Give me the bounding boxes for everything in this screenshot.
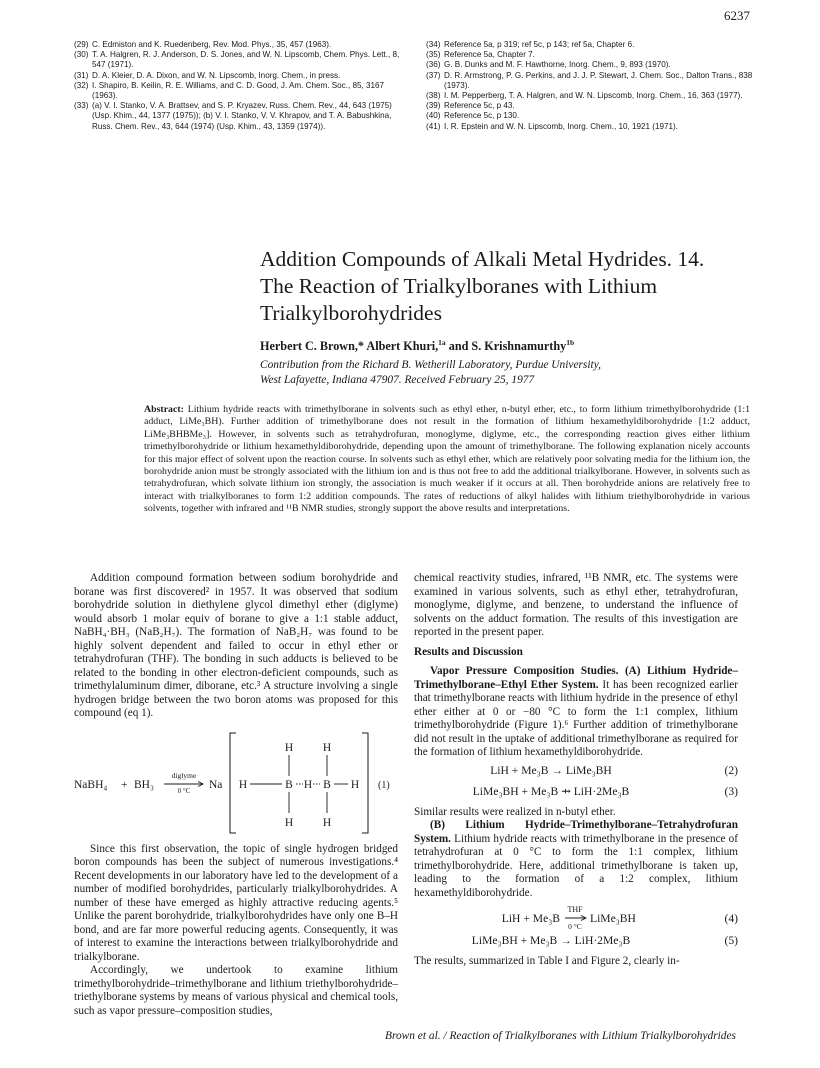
reference-number: (38): [426, 91, 441, 101]
equation-4: [414, 904, 738, 930]
reference-item: [426, 50, 754, 60]
eq1-atom-h-bottom-left: H: [284, 816, 294, 829]
references-block: [74, 40, 754, 132]
eq1-left-bracket: [230, 733, 236, 833]
reference-item: [74, 71, 402, 81]
eq4-number: (4): [724, 912, 738, 925]
equation-text: LiMe₃BH + Me₃B ⇸ LiH·2Me₃B: [472, 784, 630, 798]
references-left-column: [74, 40, 402, 132]
section-heading: Results and Discussion: [414, 645, 523, 658]
equation-1: [74, 727, 398, 835]
reference-text: I. Shapiro, B. Keilin, R. E. Williams, and C. D. Good, J. Am. Chem. Soc., 85, 3167 (1963).: [92, 80, 384, 101]
paragraph-text: It has been recognized earlier that trimethylborane reacts with lithium hydride in the presence of ethyl ether either at 0 or −80 °C to form the 1:1 complex, lithium trimethylborohydride (Figure 1).⁶ Further addition of trimethylborane did not result in the uptake of additional trimethylborane as required for the formation of lithium hexamethyldiborohydride.: [414, 678, 738, 758]
affiliation: [260, 358, 601, 387]
paragraph: The results, summarized in Table I and Figure 2, clearly in-: [414, 955, 680, 967]
reference-text: Reference 5a, Chapter 7.: [444, 50, 535, 60]
reference-text: C. Edmiston and K. Ruedenberg, Rev. Mod. Phys., 35, 457 (1963).: [92, 40, 332, 49]
reference-number: (41): [426, 121, 441, 131]
reference-number: (40): [426, 111, 441, 121]
paragraph: chemical reactivity studies, infrared, ¹¹B NMR, etc. The systems were examined in various solvents, such as ethyl ether, tetrahydrofuran, monoglyme, diglyme, and benzene, to understand the influence of solvents on the adduct formation. The results of this investigation are reported in the present paper.: [414, 572, 738, 638]
title-line: Addition Compounds of Alkali Metal Hydrides. 14.: [260, 247, 705, 271]
reference-number: (37): [426, 70, 441, 80]
affiliation-line: West Lafayette, Indiana 47907. Received February 25, 1977: [260, 373, 535, 386]
reference-number: (35): [426, 50, 441, 60]
paragraph: Since this first observation, the topic of single hydrogen bridged boron compounds has been the subject of numerous investigations.⁴ Recent developments in our laboratory have led to the development of a number of modified borohydrides, particularly trialkylborohydrides. A number of these have emerged as highly attractive reducing agents.⁵ Unlike the parent borohydride, trialkylborohydrides have only one B–H bond, and are far more powerful reducing agents. Consequently, it was of interest to examine the interactions between trialkylborohydride and trialkylborane.: [74, 842, 398, 963]
abstract-label: Abstract:: [144, 404, 184, 415]
reference-item: [74, 81, 402, 101]
equation-text: LiMe₃BH + Me₃B → LiH·2Me₃B: [471, 934, 631, 947]
body-left-column: [74, 572, 398, 1018]
equation-number: (3): [724, 784, 738, 798]
reference-number: (31): [74, 70, 89, 80]
paragraph: [414, 819, 738, 900]
reference-text: I. R. Epstein and W. N. Lipscomb, Inorg. Chem., 10, 1921 (1971).: [444, 121, 678, 131]
reference-text: D. R. Armstrong, P. G. Perkins, and J. J. P. Stewart, J. Chem. Soc., Dalton Trans., 838 (1973).: [444, 70, 753, 90]
eq4-arrow-temperature: 0 °C: [568, 922, 582, 930]
reference-item: [426, 91, 754, 101]
reference-text: I. M. Pepperberg, T. A. Halgren, and W. N. Lipscomb, Inorg. Chem., 16, 363 (1977).: [444, 91, 743, 101]
eq4-reactants: LiH + Me₃B: [501, 912, 560, 925]
reference-text: G. B. Dunks and M. F. Hawthorne, Inorg. Chem., 9, 893 (1970).: [444, 60, 671, 70]
eq1-atom-b-right: B: [323, 778, 331, 791]
paragraph-text: Lithium hydride reacts with trimethylborane in the presence of tetrahydrofuran at 0 °C to form the 1:1 complex, lithium trimethylborohydride. Here, additional trimethylborane is taken up, leading to the formation of a 1:2 complex, lithium hexamethyldiborohydride.: [414, 832, 738, 899]
eq1-atom-h-right: H: [350, 778, 360, 791]
article-title: [260, 246, 760, 327]
run-in-heading: (B) Lithium Hydride–Trimethylborane–Tetrahydrofuran System.: [414, 819, 738, 845]
affiliation-line: Contribution from the Richard B. Wetherill Laboratory, Purdue University,: [260, 359, 601, 371]
equation-2: [414, 764, 738, 781]
author-line: [260, 338, 574, 354]
reference-number: (33): [74, 101, 89, 111]
author-footnote: 1b: [566, 338, 575, 347]
reference-item: [74, 101, 402, 132]
paragraph: Addition compound formation between sodium borohydride and borane was first discovered² in 1957. It was observed that sodium borohydride solution in diethylene glycol dimethyl ether (diglyme) would absorb 1 molar equiv of borane to give a 1:1 stable adduct, NaBH₄·BH₃ (NaB₂H₇). The formation of NaB₂H₇ was found to be highly solvent dependent and failed to occur in ethyl ether or tetrahydrofuran (THF). The bonding in such adducts is believed to be related to the bonding in other electron-deficient compounds, such as trimethylaluminum dimer, diborane, etc.³ A structure involving a single hydrogen bridge between the two boron atoms was proposed for this compound (eq 1).: [74, 572, 398, 719]
equation-5: [414, 934, 738, 951]
eq1-cation: Na: [209, 778, 223, 791]
paragraph: Similar results were realized in n-butyl ether.: [414, 805, 616, 818]
body-right-column: [414, 572, 738, 969]
reference-item: [426, 40, 754, 50]
eq1-reactant-bh3: BH₃: [134, 778, 154, 791]
reference-item: [426, 71, 754, 91]
title-line: The Reaction of Trialkylboranes with Lithium: [260, 274, 658, 298]
eq1-atom-b-left: B: [285, 778, 293, 791]
equation-text: LiH + Me₃B → LiMe₃BH: [490, 763, 612, 777]
eq1-atom-h-bridge: H: [303, 778, 313, 791]
equation-number: (5): [724, 934, 738, 947]
eq1-plus: +: [121, 778, 128, 791]
equation-number: (2): [724, 763, 738, 777]
reference-text: Reference 5a, p 319; ref 5c, p 143; ref 5a, Chapter 6.: [444, 40, 635, 49]
eq1-number: (1): [378, 779, 390, 791]
abstract-text: Lithium hydride reacts with trimethylborane in solvents such as ethyl ether, n-butyl ether, etc., to form lithium trimethylborohydride (1:1 adduct, LiMe₃BH). Further addition of trimethylborane does not result in the formation of lithium hexamethyldiborohydride [1:2 adduct, LiMe₃BHBMe₃]. However, in solvents such as tetrahydrofuran, monoglyme, diglyme, etc., the corresponding reaction gives either lithium trimethylborohydride or lithium hexamethyldiborohydride, depending upon the amount of trimethylborane. The following explanation nicely accounts for this major effect of solvent upon the reaction course. In solvents such as ethyl ether, which are relatively poor solvating media for the lithium ion, the borohydride anion must be strongly associated with the lithium ion and is thus not free to add the additional trialkylborane. However, in solvents such as tetrahydrofuran, which solvate lithium ion strongly, the association is much weaker if it occurs at all. Then borohydride anions are relatively free to interact with trialkylboranes to form 1:2 addition compounds. The rates of reductions of alkyl halides with lithium triethylborohydride in various solvents, together with infrared and ¹¹B NMR studies, strongly support the above results and interpretations.: [144, 404, 750, 515]
abstract: [144, 404, 750, 516]
eq1-atom-h-left: H: [238, 778, 248, 791]
eq1-arrow-solvent: diglyme: [171, 770, 197, 780]
reference-number: (30): [74, 50, 89, 60]
reference-text: (a) V. I. Stanko, V. A. Brattsev, and S. P. Kryazev, Russ. Chem. Rev., 44, 643 (1975) (Usp. Khim., 44, 1377 (1975)); (b) V. I. Stanko, V. V. Khrapov, and T. A. Babushkina, Russ. Chem. Rev., 43, 644 (1974) (Usp. Khim., 43, 1359 (1974)).: [92, 101, 392, 131]
eq1-reactant-nabh4: NaBH₄: [74, 778, 108, 791]
paragraph: Accordingly, we undertook to examine lithium trimethylborohydride–trimethylborane and lithium triethylborohydride–triethylborane systems by means of various physical and chemical tools, such as vapor pressure–composition studies,: [74, 964, 398, 1017]
reference-text: D. A. Kleier, D. A. Dixon, and W. N. Lipscomb, Inorg. Chem., in press.: [92, 70, 341, 80]
reference-number: (34): [426, 40, 441, 49]
title-line: Trialkylborohydrides: [260, 301, 442, 325]
equation-1-diagram: [74, 727, 398, 835]
reference-item: [426, 60, 754, 70]
references-right-column: [426, 40, 754, 132]
reference-number: (29): [74, 40, 89, 49]
reference-item: [426, 101, 754, 111]
author-names: Herbert C. Brown,* Albert Khuri,: [260, 339, 439, 354]
author-names: and S. Krishnamurthy: [445, 339, 567, 354]
eq4-product: LiMe₃BH: [590, 912, 636, 925]
eq1-atom-h-top-left: H: [284, 741, 294, 754]
reference-text: T. A. Halgren, R. J. Anderson, D. S. Jones, and W. N. Lipscomb, Chem. Phys. Lett., 8, 547 (1971).: [92, 50, 400, 70]
page-number: 6237: [724, 8, 750, 23]
eq1-atom-h-top-right: H: [322, 741, 332, 754]
eq1-right-bracket: [362, 733, 368, 833]
equation-4-diagram: [414, 904, 738, 930]
paragraph: [414, 665, 738, 760]
running-footer: Brown et al. / Reaction of Trialkylboranes with Lithium Trialkylborohydrides: [385, 1030, 736, 1042]
run-in-heading: Vapor Pressure Composition Studies. (A) Lithium Hydride–Trimethylborane–Ethyl Ether System.: [414, 665, 738, 691]
reference-item: [74, 40, 402, 50]
author-footnote: 1a: [438, 338, 446, 347]
reference-number: (36): [426, 60, 441, 70]
reference-text: Reference 5c, p 130.: [444, 111, 520, 121]
equation-3: [414, 785, 738, 802]
eq1-atom-h-bottom-right: H: [322, 816, 332, 829]
reference-item: [426, 122, 754, 132]
reference-number: (32): [74, 80, 89, 90]
reference-item: [74, 50, 402, 70]
reference-text: Reference 5c, p 43.: [444, 101, 515, 111]
reference-number: (39): [426, 101, 441, 111]
eq1-arrow-temperature: 0 °C: [177, 786, 191, 795]
reference-item: [426, 111, 754, 121]
eq4-arrow-solvent: THF: [567, 905, 583, 914]
